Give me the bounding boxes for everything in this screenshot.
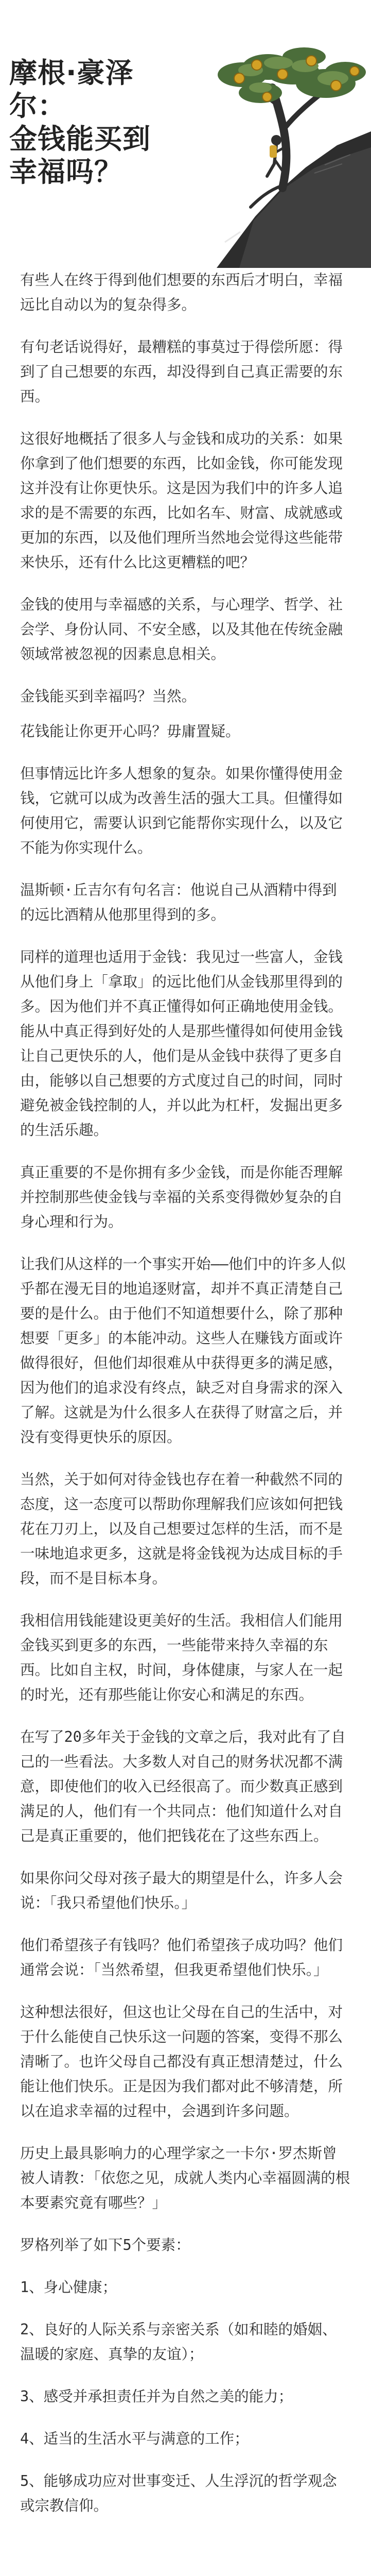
list-item-5: 5、能够成功应对世事变迁、人生浮沉的哲学观念或宗教信仰。: [20, 2472, 337, 2514]
paragraph-12: 当然，关于如何对待金钱也存在着一种截然不同的态度，这一态度可以帮助你理解我们应该如何把钱花在刀刃上，以及自己想要过怎样的生活，而不是一味地追求更多，这就是将金钱视为达成目标的手段，而不是目标本身。: [20, 1471, 343, 1587]
paragraph-13: 我相信用钱能建设更美好的生活。我相信人们能用金钱买到更多的东西，一些能带来持久幸福的东西。比如自主权，时间，身体健康，与家人在一起的时光，还有那些能让你安心和满足的东西。: [20, 1612, 343, 1703]
paragraph-19: 罗格列举了如下5个要素：: [20, 2236, 190, 2253]
paragraph-17: 这种想法很好，但这也让父母在自己的生活中，对于什么能使自己快乐这一问题的答案，变得不那么清晰了。也许父母自己都没有真正想清楚过，什么能让他们快乐。正是因为我们都对此不够清楚，所以在追求幸福的过程中，会遇到许多问题。: [20, 2004, 343, 2120]
paragraph-2: 有句老话说得好，最糟糕的事莫过于得偿所愿：得到了自己想要的东西，却没得到自己真正需要的东西。: [20, 338, 343, 405]
list-item-2: 2、良好的人际关系与亲密关系（如和睦的婚姻、温暖的家庭、真挚的友谊）；: [20, 2321, 337, 2363]
paragraph-10: 真正重要的不是你拥有多少金钱，而是你能否理解并控制那些使金钱与幸福的关系变得微妙复杂的自身心理和行为。: [20, 1164, 343, 1230]
paragraph-15: 如果你问父母对孩子最大的期望是什么，许多人会说：「我只希望他们快乐。」: [20, 1870, 343, 1911]
paragraph-4: 金钱的使用与幸福感的关系，与心理学、哲学、社会学、身份认同、不安全感，以及其他在传统金融领域常被忽视的因素息息相关。: [20, 596, 343, 663]
paragraph-3: 这很好地概括了很多人与金钱和成功的关系：如果你拿到了他们想要的东西，比如金钱，你可能发现这并没有让你更快乐。这是因为我们中的许多人追求的是不需要的东西，比如名车、财富、成就感或更加的东西，以及他们理所当然地会觉得这些能带来快乐，还有什么比这更糟糕的吧？: [20, 430, 343, 571]
money-tree-illustration: [129, 0, 371, 268]
paragraph-16: 他们希望孩子有钱吗？他们希望孩子成功吗？他们通常会说：「当然希望，但我更希望他们快乐。」: [20, 1937, 343, 1978]
page-title: 摩根·豪泽尔： 金钱能买到 幸福吗？: [9, 57, 151, 188]
list-item-3: 3、感受并承担责任并为自然之美的能力；: [20, 2388, 293, 2405]
paragraph-18: 历史上最具影响力的心理学家之一卡尔·罗杰斯曾被人请教：「依您之见，成就人类内心幸福圆满的根本要素究竟有哪些？」: [20, 2145, 350, 2211]
paragraph-11: 让我们从这样的一个事实开始——他们中的许多人似乎都在漫无目的地追逐财富，却并不真正清楚自己要的是什么。由于他们不知道想要什么，除了那种想要「更多」的本能冲动。这些人在赚钱方面或许做得很好，但他们却很难从中获得更多的满足感，因为他们的追求没有终点，缺乏对自身需求的深入了解。这就是为什么很多人在获得了财富之后，并没有变得更快乐的原因。: [20, 1256, 346, 1446]
article-body: [0, 268, 371, 2518]
paragraph-9: 同样的道理也适用于金钱：我见过一些富人，金钱从他们身上「拿取」的远比他们从金钱那里得到的多。因为他们并不真正懂得如何正确地使用金钱。能从中真正得到好处的人是那些懂得如何使用金钱让自己更快乐的人，他们是从金钱中获得了更多自由，能够以自己想要的方式度过自己的时间，同时避免被金钱控制的人，并以此为杠杆，发掘出更多的生活乐趣。: [20, 948, 343, 1139]
paragraph-1: 有些人在终于得到他们想要的东西后才明白，幸福远比自动以为的复杂得多。: [20, 272, 343, 313]
paragraph-14: 在写了20多年关于金钱的文章之后，我对此有了自己的一些看法。大多数人对自己的财务状况都不满意，即使他们的收入已经很高了。而少数真正感到满足的人，他们有一个共同点：他们知道什么对自己是真正重要的，他们把钱花在了这些东西上。: [20, 1728, 346, 1844]
list-item-4: 4、适当的生活水平与满意的工作；: [20, 2430, 249, 2447]
paragraph-7: 但事情远比许多人想象的复杂。如果你懂得使用金钱，它就可以成为改善生活的强大工具。但懂得如何使用它，需要认识到它能帮你实现什么，以及它不能为你实现什么。: [20, 765, 343, 856]
header: [0, 0, 371, 268]
paragraph-8: 温斯顿·丘吉尔有句名言：他说自己从酒精中得到的远比酒精从他那里得到的多。: [20, 882, 337, 923]
list-item-1: 1、身心健康；: [20, 2279, 117, 2296]
paragraph-6: 花钱能让你更开心吗？毋庸置疑。: [20, 723, 240, 740]
paragraph-5: 金钱能买到幸福吗？当然。: [20, 688, 197, 705]
